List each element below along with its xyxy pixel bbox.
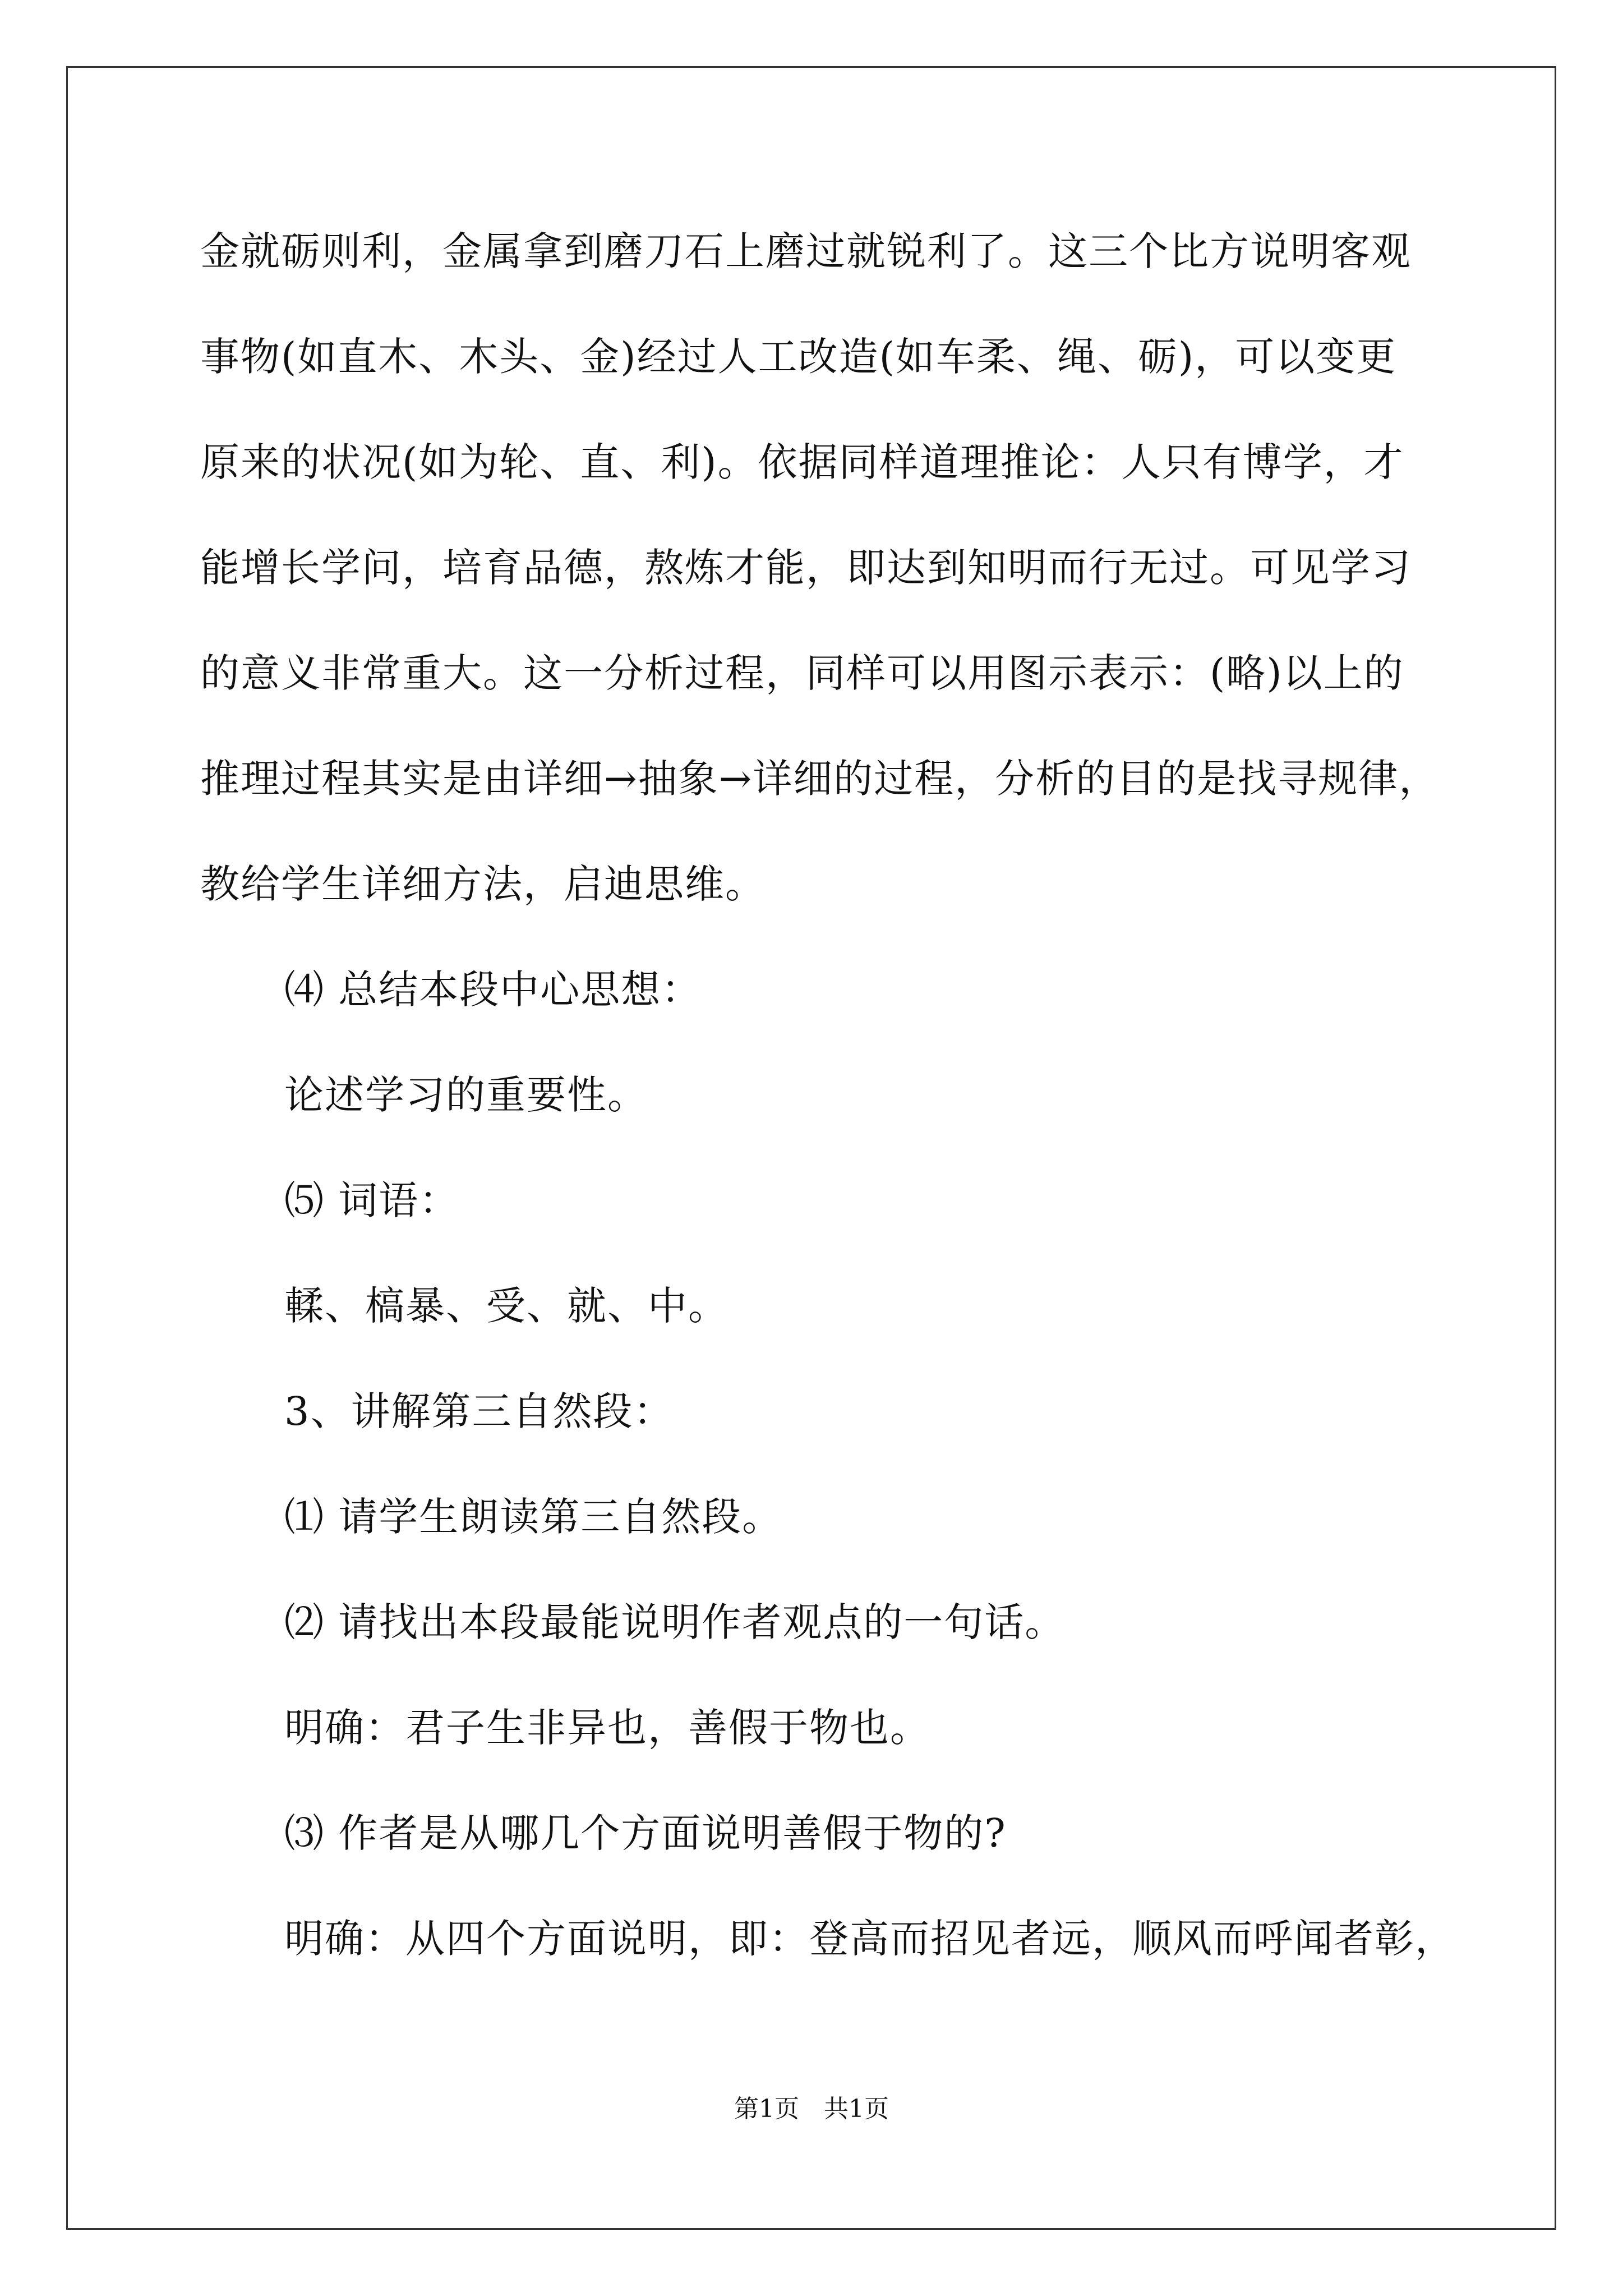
paragraph-line: 的意义非常重大。这一分析过程，同样可以用图示表示：(略)以上的 <box>200 650 1404 696</box>
page-border <box>66 66 1556 2230</box>
section-heading: 3、讲解第三自然段： <box>284 1388 674 1434</box>
paragraph-line: 教给学生详细方法，启迪思维。 <box>200 861 766 907</box>
paragraph-line: ⑴ 请学生朗读第三自然段。 <box>284 1494 783 1540</box>
paragraph-line: 能增长学问，培育品德，熬炼才能，即达到知明而行无过。可见学习 <box>200 545 1412 591</box>
page-number: 第1页 共1页 <box>734 2095 889 2123</box>
paragraph-line: 原来的状况(如为轮、直、利)。依据同样道理推论：人只有博学，才 <box>200 439 1404 485</box>
paragraph-line: 明确：从四个方面说明，即：登高而招见者远，顺风而呼闻者彰， <box>284 1916 1455 1962</box>
paragraph-line: 輮、槁暴、受、就、中。 <box>284 1283 728 1329</box>
section-heading: ⑷ 总结本段中心思想： <box>284 967 702 1013</box>
paragraph-line: 论述学习的重要性。 <box>284 1072 648 1118</box>
paragraph-line: 金就砺则利，金属拿到磨刀石上磨过就锐利了。这三个比方说明客观 <box>200 228 1412 274</box>
paragraph-line: ⑵ 请找出本段最能说明作者观点的一句话。 <box>284 1599 1066 1645</box>
paragraph-line: 事物(如直木、木头、金)经过人工改造(如车柔、绳、砺)，可以变更 <box>200 334 1397 380</box>
paragraph-line: 推理过程其实是由详细→抽象→详细的过程，分析的目的是找寻规律， <box>200 756 1440 802</box>
paragraph-line: 明确：君子生非异也，善假于物也。 <box>284 1705 930 1751</box>
section-heading: ⑸ 词语： <box>284 1177 460 1223</box>
paragraph-line: ⑶ 作者是从哪几个方面说明善假于物的? <box>284 1810 1007 1856</box>
